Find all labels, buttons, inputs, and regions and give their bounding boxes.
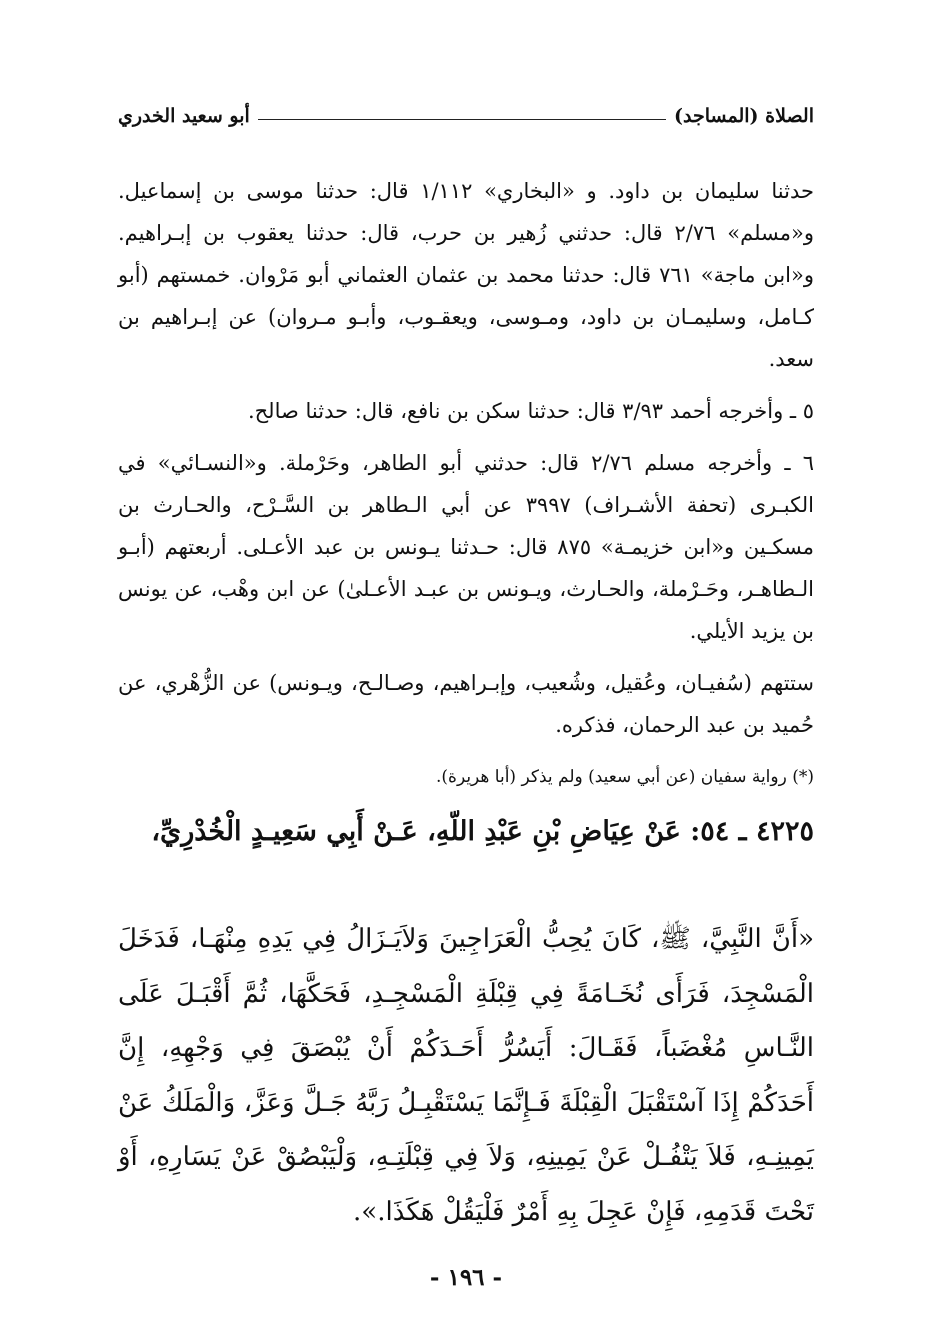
chapter-title: الصلاة (المساجد) <box>674 105 814 127</box>
running-header <box>118 100 814 132</box>
note-paragraph: ٦ ـ وأخرجه مسلم ٢/٧٦ قال: حدثني أبو الطاهر، وحَرْملة. و«النسـائي» في الكبـرى (تحفة الأشـراف) ٣٩٩٧ عن أبي الـطاهر بن السَّـرْح، والحـارث بن مسكـين و«ابن خزيمـة» ٨٧٥ قال: حـدثنا يـونس بن عبد الأعـلى. أربعتهم (أبـو الـطاهـر، وحَـرْملة، والحـارث، ويـونس بن عبـد الأعـلىٰ) عن ابن وهْب، عن يونس بن يزيد الأيلي. <box>118 451 814 643</box>
footnote: (*) رواية سفيان (عن أبي سعيد) ولم يذكر (أبا هريرة). <box>436 767 814 787</box>
page-number: - ١٩٦ - <box>429 1264 503 1291</box>
note-paragraph: ستتهم (سُفيـان، وعُقيل، وشُعيب، وإبـراهيم، وصـالـح، ويـونس) عن الزُّهْري، عن حُميد بن عبد الرحمان، فذكره. <box>118 671 814 737</box>
note-paragraph: حدثنا سليمان بن داود. و «البخاري» ١/١١٢ قال: حدثنا موسى بن إسماعيل. و«مسلم» ٢/٧٦ قال: حدثني زُهير بن حرب، قال: حدثنا يعقوب بن إبـراهيم. و«ابن ماجة» ٧٦١ قال: حدثنا محمد بن عثمان العثماني أبو مَرْوان. خمستهم (أبو كـامل، وسليمـان بن داود، ومـوسى، ويعقـوب، وأبـو مـروان) عن إبـراهيم بن سعد. <box>118 179 814 371</box>
hadith-heading: ٤٢٢٥ ـ ٥٤: عَنْ عِيَاضِ بْنِ عَبْدِ اللّهِ، عَـنْ أَبِي سَعِيـدٍ الْخُدْرِيِّ، <box>151 816 814 847</box>
narrator-title: أبو سعيد الخدري <box>118 105 250 127</box>
source-notes <box>118 170 814 746</box>
note-paragraph: ٥ ـ وأخرجه أحمد ٣/٩٣ قال: حدثنا سكن بن نافع، قال: حدثنا صالح. <box>247 399 814 423</box>
header-rule <box>258 119 666 120</box>
hadith-text: «أَنَّ النَّبِيَّ، ﷺ، كَانَ يُحِبُّ الْعَرَاجِينَ وَلاَيَـزَالُ فِي يَدِهِ مِنْهَـا، فَدَخَلَ الْمَسْجِدَ، فَرَأَى نُخَـامَةً فِي قِبْلَةِ الْمَسْجِـدِ، فَحَكَّهَا، ثُمَّ أَقْبَـلَ عَلَى النَّـاسِ مُغْضَباً، فَقَـالَ: أَيَسُرُّ أَحَـدَكُمْ أَنْ يُبْصَقَ فِي وَجْهِهِ، إِنَّ أَحَدَكُمْ إِذَا آسْتَقْبَلَ الْقِبْلَةَ فَـإِنَّمَا يَسْتَقْبِـلُ رَبَّهُ جَـلَّ وَعَزَّ، وَالْمَلَكُ عَنْ يَمِينِـهِ، فَلاَ يَتْفُـلْ عَنْ يَمِينِهِ، وَلاَ فِي قِبْلَتِـهِ، وَلْيَبْصُقْ عَنْ يَسَارِهِ، أَوْ تَحْتَ قَدَمِهِ، فَإِنْ عَجِلَ بِهِ أَمْرٌ فَلْيَقُلْ هَكَذَا.». <box>118 924 814 1227</box>
